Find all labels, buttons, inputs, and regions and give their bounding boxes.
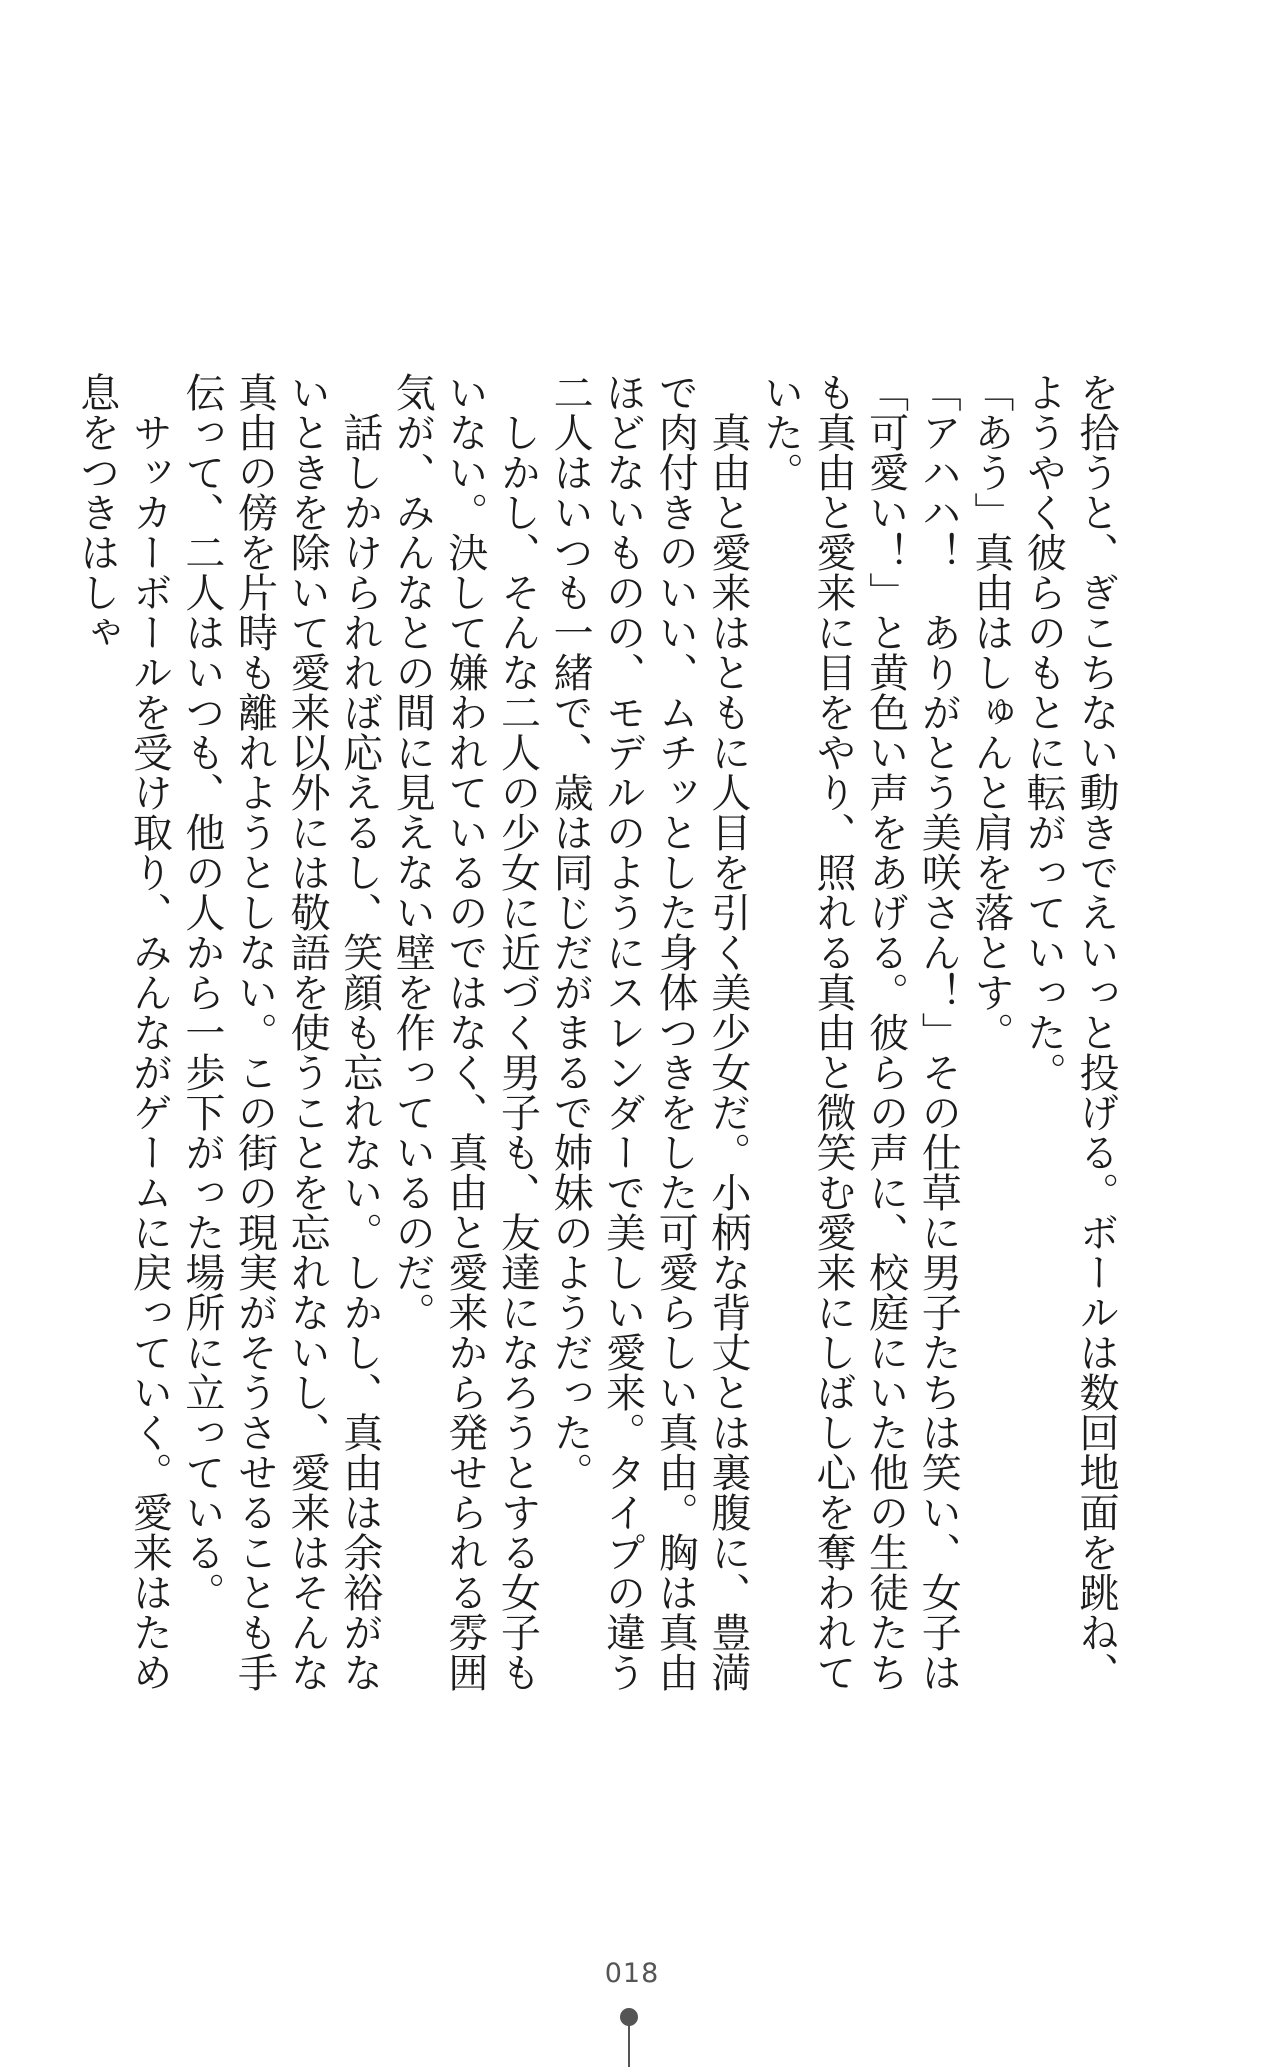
page-number: 018 <box>604 1958 660 1989</box>
paragraph-5: しかし、そんな二人の少女に近づく男子も、友達になろうとする女子もいない。決して嫌われているのではなく、真由と愛来から発せられる雰囲気が、みんなとの間に見えない壁を作っているのだ。 <box>389 372 541 1692</box>
paragraph-2: 「あう」真由はしゅんと肩を落とす。 <box>967 372 1014 1052</box>
paragraph-6: 話しかけられれば応えるし、笑顔も忘れない。しかし、真由は余裕がないときを除いて愛来以外には敬語を使うことを忘れないし、愛来はそんな真由の傍を片時も離れようとしない。この街の現実がそうさせることも手伝って、二人はいつも、他の人から一歩下がった場所に立っている。 <box>178 372 383 1692</box>
paragraph-3: 「アハハ！ ありがとう美咲さん！」その仕草に男子たちは笑い、女子は「可愛い！」と黄色い声をあげる。彼らの声に、校庭にいた他の生徒たちも真由と愛来に目をやり、照れる真由と微笑む愛来にしばし心を奪われていた。 <box>757 372 962 1692</box>
vertical-text-body <box>70 372 1122 1722</box>
paragraph-1: を拾うと、ぎこちない動きでえいっと投げる。ボールは数回地面を跳ね、ようやく彼らのもとに転がっていった。 <box>1020 372 1119 1692</box>
page-marker-line <box>628 2024 630 2067</box>
paragraph-7: サッカーボールを受け取り、みんながゲームに戻っていく。愛来はため息をつきはしゃ <box>73 372 173 1692</box>
paragraph-4: 真由と愛来はともに人目を引く美少女だ。小柄な背丈とは裏腹に、豊満で肉付きのいい、ムチッとした身体つきをした可愛らしい真由。胸は真由ほどないものの、モデルのようにスレンダーで美しい愛来。タイプの違う二人はいつも一緒で、歳は同じだがまるで姉妹のようだった。 <box>547 372 751 1692</box>
